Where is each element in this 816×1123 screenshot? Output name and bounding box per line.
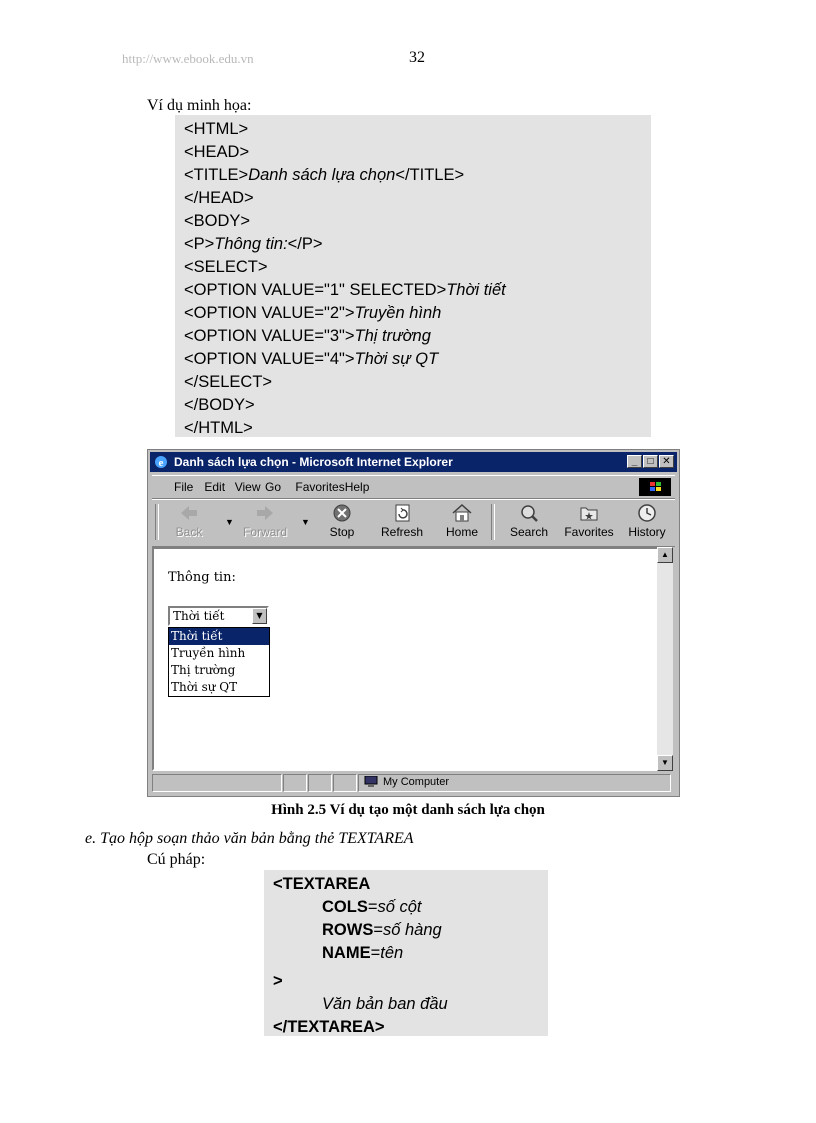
- code-syntax-textarea: <TEXTAREA COLS=số cột ROWS=số hàng NAME=tên > Văn bản ban đầu </TEXTAREA>: [264, 870, 548, 1036]
- history-icon: [635, 502, 659, 524]
- menu-view[interactable]: View: [234, 480, 261, 494]
- stop-label: Stop: [329, 525, 355, 539]
- code-line: </HTML>: [184, 419, 253, 437]
- scroll-up-icon[interactable]: ▲: [657, 547, 673, 563]
- favorites-label: Favorites: [564, 525, 614, 539]
- forward-arrow-icon: [253, 502, 277, 524]
- attr-key: COLS: [322, 898, 368, 916]
- code-tag: </P>: [287, 235, 323, 253]
- menu-edit[interactable]: Edit: [204, 480, 226, 494]
- code-text: Văn bản ban đầu: [322, 995, 448, 1013]
- attr-key: NAME: [322, 944, 371, 962]
- home-icon: [450, 502, 474, 524]
- figure-caption: Hình 2.5 Ví dụ tạo một danh sách lựa chọn: [271, 802, 545, 818]
- code-example-select: [175, 115, 651, 437]
- code-line: </SELECT>: [184, 373, 273, 391]
- stop-icon: [330, 502, 354, 524]
- menu-favorites[interactable]: Favorites: [295, 480, 345, 494]
- menu-file[interactable]: File: [174, 480, 194, 494]
- code-line: </BODY>: [184, 396, 255, 414]
- history-button[interactable]: [622, 502, 672, 539]
- code-tag: >: [273, 972, 283, 990]
- maximize-button[interactable]: □: [643, 455, 658, 468]
- code-tag: </TITLE>: [395, 166, 465, 184]
- code-text: Danh sách lựa chọn: [248, 166, 396, 184]
- code-tag: <P>: [184, 235, 215, 253]
- chevron-down-icon[interactable]: ▼: [252, 608, 267, 624]
- history-label: History: [628, 525, 666, 539]
- back-arrow-icon: [177, 502, 201, 524]
- code-line: <BODY>: [184, 212, 251, 230]
- attr-value: tên: [380, 944, 404, 962]
- computer-icon: [364, 776, 378, 788]
- page-viewport: [152, 547, 663, 771]
- search-button[interactable]: [504, 502, 554, 539]
- search-label: Search: [509, 525, 549, 539]
- scroll-down-icon[interactable]: ▼: [657, 755, 673, 771]
- favorites-folder-icon: [577, 502, 601, 524]
- code-tag: <OPTION VALUE="1" SELECTED>: [184, 281, 447, 299]
- forward-button[interactable]: [240, 502, 290, 539]
- attr-value: số hàng: [382, 921, 442, 939]
- header-url: http://www.ebook.edu.vn: [122, 51, 254, 66]
- code-text: Truyền hình: [354, 304, 442, 322]
- refresh-label: Refresh: [380, 525, 424, 539]
- attr-key: ROWS: [322, 921, 374, 939]
- back-label: Back: [175, 525, 203, 539]
- menu-help[interactable]: Help: [344, 480, 370, 494]
- window-title: Danh sách lựa chọn - Microsoft Internet Explorer: [174, 455, 453, 469]
- code-text: Thông tin:: [214, 235, 288, 253]
- windows-logo-icon: [639, 478, 671, 496]
- select-value: Thời tiết: [173, 609, 225, 623]
- code-line: <SELECT>: [184, 258, 268, 276]
- page-number: 32: [409, 49, 425, 66]
- ie-logo-icon: [154, 455, 168, 469]
- code-text: Thời tiết: [446, 281, 506, 299]
- back-button[interactable]: [164, 502, 214, 539]
- code-line: </HEAD>: [184, 189, 254, 207]
- refresh-button[interactable]: [377, 502, 427, 539]
- intro-label: Ví dụ minh họa:: [147, 97, 252, 114]
- forward-dropdown-icon[interactable]: ▼: [301, 517, 310, 527]
- forward-label: Forward: [242, 525, 287, 539]
- home-button[interactable]: [437, 502, 487, 539]
- code-text: Thị trường: [354, 327, 431, 345]
- minimize-button[interactable]: _: [627, 455, 642, 468]
- refresh-icon: [390, 502, 414, 524]
- option-item[interactable]: Thị trường: [171, 663, 236, 677]
- favorites-button[interactable]: [564, 502, 614, 539]
- info-label: Thông tin:: [168, 570, 236, 585]
- close-button[interactable]: ✕: [659, 455, 674, 468]
- svg-text:e: e: [158, 457, 164, 469]
- topic-select[interactable]: [168, 606, 269, 626]
- zone-label: My Computer: [383, 776, 450, 788]
- code-tag: <OPTION VALUE="4">: [184, 350, 355, 368]
- back-dropdown-icon[interactable]: ▼: [225, 517, 234, 527]
- code-tag: <OPTION VALUE="3">: [184, 327, 355, 345]
- code-tag: <TEXTAREA: [273, 875, 371, 893]
- home-label: Home: [445, 525, 478, 539]
- option-item[interactable]: Truyền hình: [171, 646, 246, 660]
- vertical-scrollbar[interactable]: [657, 547, 673, 771]
- code-line: <HEAD>: [184, 143, 250, 161]
- stop-button[interactable]: [317, 502, 367, 539]
- syntax-label: Cú pháp:: [147, 851, 206, 868]
- section-heading: e. Tạo hộp soạn thảo văn bản bằng thẻ TEXTAREA: [85, 830, 414, 847]
- search-icon: [517, 502, 541, 524]
- select-options-list: [168, 627, 270, 697]
- code-line: <HTML>: [184, 120, 249, 138]
- title-bar: [150, 452, 677, 472]
- code-tag: </TEXTAREA>: [273, 1018, 385, 1036]
- toolbar: [152, 499, 675, 547]
- code-tag: <OPTION VALUE="2">: [184, 304, 355, 322]
- menu-go[interactable]: Go: [265, 480, 282, 494]
- ie-window: [147, 449, 680, 797]
- code-tag: <TITLE>: [184, 166, 249, 184]
- option-item[interactable]: Thời tiết: [169, 628, 269, 645]
- status-bar: [152, 774, 675, 792]
- attr-value: số cột: [377, 898, 422, 916]
- option-item[interactable]: Thời sự QT: [171, 680, 238, 694]
- menu-bar: [152, 475, 675, 499]
- code-text: Thời sự QT: [354, 350, 439, 368]
